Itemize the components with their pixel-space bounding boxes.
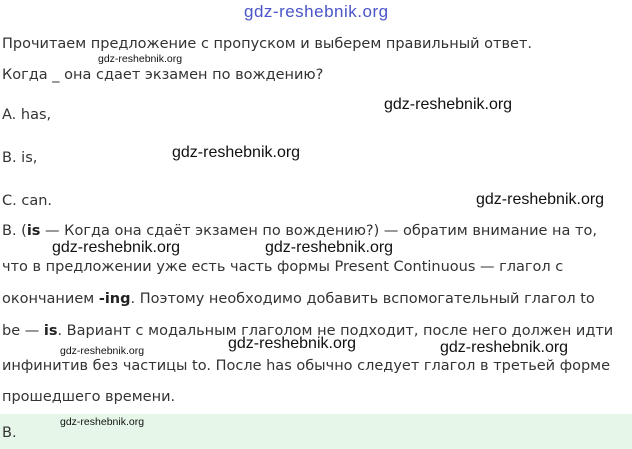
watermark: gdz-reshebnik.org: [98, 53, 183, 65]
explanation-line-1: B. (is — Когда она сдаёт экзамен по вождению?) — обратим внимание на то,: [2, 223, 597, 239]
watermark: gdz-reshebnik.org: [60, 345, 145, 357]
explanation-line-6: прошедшего времени.: [2, 389, 176, 405]
watermark: gdz-reshebnik.org: [476, 191, 605, 208]
explanation-line-5: инфинитив без частицы to. После has обычно следует глагол в третьей форме: [2, 358, 611, 374]
watermark: gdz-reshebnik.org: [228, 335, 357, 352]
option-c: C. can.: [2, 193, 52, 209]
intro-text: Прочитаем предложение с пропуском и выберем правильный ответ.: [2, 36, 533, 52]
watermark: gdz-reshebnik.org: [265, 239, 394, 256]
watermark: gdz-reshebnik.org: [60, 416, 145, 428]
watermark: gdz-reshebnik.org: [384, 96, 513, 113]
explanation-line-4: be — is. Вариант с модальным глаголом не подходит, после него должен идти: [2, 323, 614, 339]
answer-label: B.: [2, 425, 17, 441]
watermark: gdz-reshebnik.org: [440, 339, 569, 356]
explanation-line-3: окончанием -ing. Поэтому необходимо добавить вспомогательный глагол to: [2, 291, 595, 307]
explanation-line-2: что в предложении уже есть часть формы Present Continuous — глагол с: [2, 259, 564, 275]
watermark-top: gdz-reshebnik.org: [244, 2, 389, 21]
option-b: B. is,: [2, 150, 38, 166]
watermark: gdz-reshebnik.org: [52, 239, 181, 256]
question-text: Когда _ она сдает экзамен по вождению?: [2, 67, 324, 83]
option-a: A. has,: [2, 107, 52, 123]
watermark: gdz-reshebnik.org: [172, 144, 301, 161]
